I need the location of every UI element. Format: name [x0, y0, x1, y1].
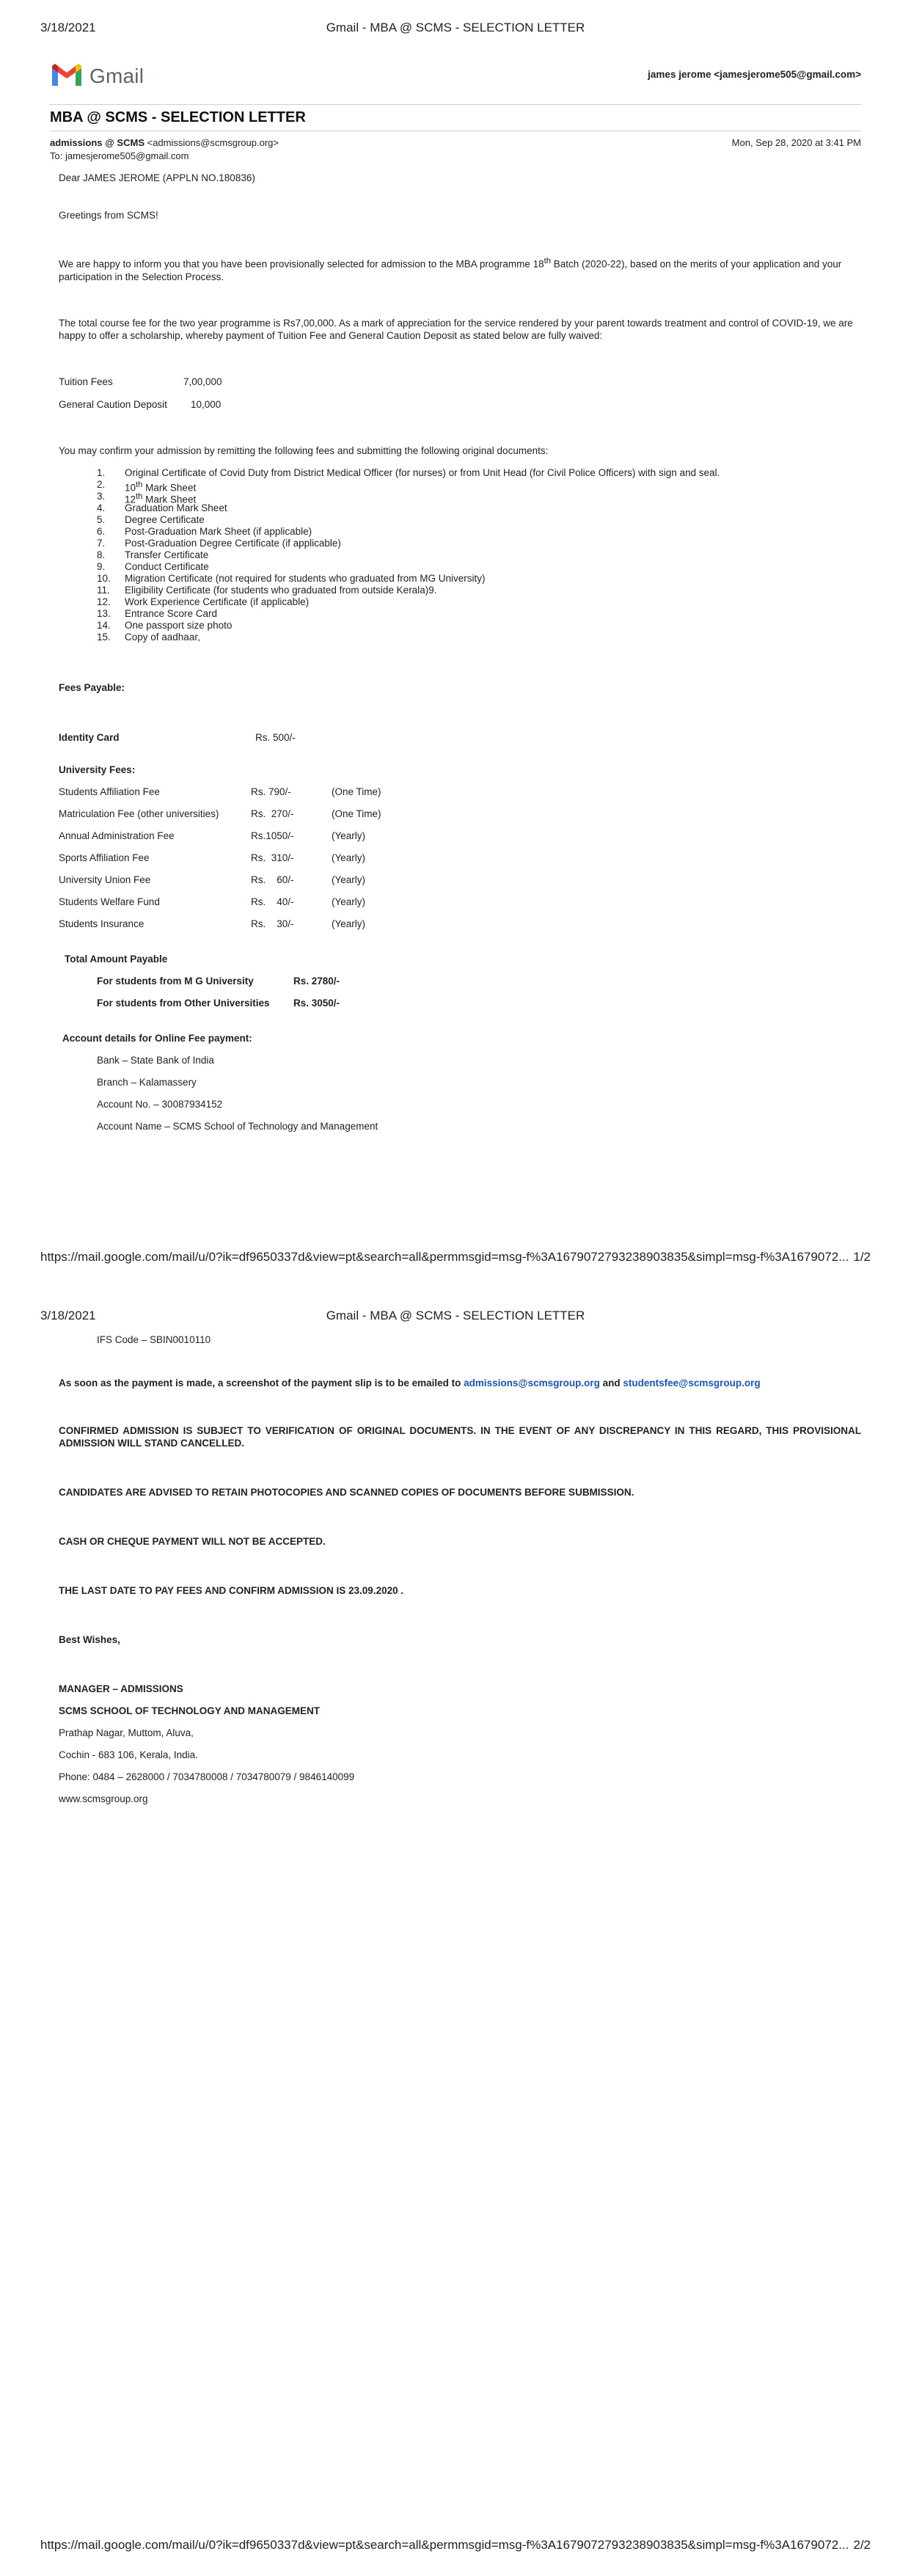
document-item: 10. Migration Certificate (not required for students who graduated from MG University): [97, 572, 486, 584]
university-fee-table: [59, 786, 861, 930]
payment-note: As soon as the payment is made, a screenshot of the payment slip is to be emailed to admissions@scmsgroup.org and studentsfee@scmsgroup.org: [59, 1377, 761, 1388]
document-item: 3. 12th Mark Sheet: [97, 490, 197, 505]
sender-row: [50, 137, 861, 150]
ifs-code: IFS Code – SBIN0010110: [97, 1334, 211, 1345]
id-card-fee-row: Identity Card Rs. 500/-: [59, 731, 296, 743]
website[interactable]: www.scmsgroup.org: [59, 1793, 148, 1804]
verification-notice: CONFIRMED ADMISSION IS SUBJECT TO VERIFICATION OF ORIGINAL DOCUMENTS. IN THE EVENT OF ANY DISCREPANCY IN THIS REGARD, THIS PROVISIONAL ADMISSION WILL STAND CANCELLED.: [59, 1425, 861, 1449]
document-item: 1. Original Certificate of Covid Duty from District Medical Officer (for nurses) or from Unit Head (for Civil Police Officers) with sign and seal.: [97, 466, 720, 478]
letter-body: [59, 161, 861, 1133]
account-label: james jerome <jamesjerome505@gmail.com>: [648, 69, 861, 80]
photocopy-notice: CANDIDATES ARE ADVISED TO RETAIN PHOTOCOPIES AND SCANNED COPIES OF DOCUMENTS BEFORE SUBMISSION.: [59, 1487, 634, 1498]
university-fee-row: Students Insurance Rs. 30/- (Yearly): [59, 918, 366, 929]
print-doc-title: Gmail - MBA @ SCMS - SELECTION LETTER: [326, 21, 585, 34]
document-item: 6. Post-Graduation Mark Sheet (if applicable): [97, 525, 312, 537]
best-wishes: Best Wishes,: [59, 1634, 120, 1645]
phone-line: Phone: 0484 – 2628000 / 7034780008 / 7034780079 / 9846140099: [59, 1771, 355, 1782]
university-fee-row: Annual Administration Fee Rs.1050/- (Yearly): [59, 830, 366, 841]
document-item: 13. Entrance Score Card: [97, 607, 218, 619]
document-item: 4. Graduation Mark Sheet: [97, 502, 227, 513]
print-date: 3/18/2021: [40, 1309, 96, 1322]
fees-heading: Fees Payable:: [59, 681, 125, 693]
greeting: Greetings from SCMS!: [59, 210, 158, 221]
header-divider: [50, 104, 861, 105]
university-fees-heading: University Fees:: [59, 764, 136, 775]
admissions-email-link[interactable]: admissions@scmsgroup.org: [464, 1377, 600, 1388]
university-fee-row: University Union Fee Rs. 60/- (Yearly): [59, 874, 366, 885]
print-url: https://mail.google.com/mail/u/0?ik=df9650337d&view=pt&search=all&permmsgid=msg-f%3A1679072793238903835&simpl=msg-f%3A1679072...: [40, 2538, 849, 2552]
university-fee-row: Students Affiliation Fee Rs. 790/- (One Time): [59, 786, 381, 797]
confirm-instructions: You may confirm your admission by remitting the following fees and submitting the following original documents:: [59, 444, 549, 456]
document-item: 14. One passport size photo: [97, 619, 233, 631]
print-page-2: [0, 1288, 911, 2576]
document-item: 11. Eligibility Certificate (for students who graduated from outside Kerala)9.: [97, 584, 437, 596]
email-date: Mon, Sep 28, 2020 at 3:41 PM: [731, 137, 861, 148]
documents-list: [59, 467, 861, 643]
selection-paragraph: We are happy to inform you that you have been provisionally selected for admission to the MBA programme 18th Batch (2020-22), based on the merits of your application and your participation in the Selection Process.: [59, 257, 842, 282]
gmail-wordmark: Gmail: [89, 65, 144, 87]
print-date: 3/18/2021: [40, 21, 96, 34]
payment-mode-notice: CASH OR CHEQUE PAYMENT WILL NOT BE ACCEPTED.: [59, 1536, 326, 1547]
document-item: 7. Post-Graduation Degree Certificate (if applicable): [97, 537, 341, 549]
university-fee-row: Students Welfare Fund Rs. 40/- (Yearly): [59, 896, 366, 907]
print-doc-title: Gmail - MBA @ SCMS - SELECTION LETTER: [326, 1309, 585, 1322]
salutation: Dear JAMES JEROME (APPLN NO.180836): [59, 172, 255, 183]
document-item: 8. Transfer Certificate: [97, 549, 209, 560]
total-other-row: For students from Other Universities Rs. 3050/-: [97, 997, 340, 1009]
email-print-view: [50, 59, 861, 1142]
document-item: 2. 10th Mark Sheet: [97, 478, 197, 493]
university-fee-row: Sports Affiliation Fee Rs. 310/- (Yearly): [59, 852, 366, 863]
document-item: 5. Degree Certificate: [97, 513, 205, 525]
document-item: 9. Conduct Certificate: [97, 560, 209, 572]
account-heading: Account details for Online Fee payment:: [62, 1032, 252, 1044]
document-item: 12. Work Experience Certificate (if applicable): [97, 596, 310, 607]
sender-address: <admissions@scmsgroup.org>: [147, 137, 279, 148]
total-heading: Total Amount Payable: [65, 953, 168, 965]
email-subject: MBA @ SCMS - SELECTION LETTER: [50, 109, 306, 125]
signature-org: SCMS SCHOOL OF TECHNOLOGY AND MANAGEMENT: [59, 1705, 321, 1716]
document-item: 15. Copy of aadhaar,: [97, 631, 200, 643]
address-line-2: Cochin - 683 106, Kerala, India.: [59, 1749, 198, 1760]
deadline-notice: THE LAST DATE TO PAY FEES AND CONFIRM ADMISSION IS 23.09.2020 .: [59, 1585, 404, 1596]
sender: [50, 137, 279, 148]
sender-name: admissions @ SCMS: [50, 137, 144, 148]
gmail-header: [50, 59, 861, 104]
total-mg-row: For students from M G University Rs. 2780/-: [97, 975, 340, 987]
letter-body-continued: [59, 1333, 861, 1805]
account-name: Account Name – SCMS School of Technology and Management: [97, 1120, 378, 1132]
print-url: https://mail.google.com/mail/u/0?ik=df9650337d&view=pt&search=all&permmsgid=msg-f%3A1679072793238903835&simpl=msg-f%3A1679072...: [40, 1250, 849, 1264]
bank-name: Bank – State Bank of India: [97, 1054, 214, 1066]
address-line-1: Prathap Nagar, Muttom, Aluva,: [59, 1727, 194, 1738]
university-fee-row: Matriculation Fee (other universities) Rs. 270/- (One Time): [59, 808, 381, 819]
bank-branch: Branch – Kalamassery: [97, 1076, 197, 1088]
gmail-logo[interactable]: [50, 62, 167, 91]
gmail-m-icon: [50, 63, 84, 88]
signature-title: MANAGER – ADMISSIONS: [59, 1683, 183, 1694]
page-number: 2/2: [853, 2538, 871, 2552]
fees-section: [59, 681, 861, 1133]
recipient-line: To: jamesjerome505@gmail.com: [50, 150, 189, 161]
caution-deposit-row: General Caution Deposit 10,000: [59, 398, 222, 410]
tuition-fee-row: Tuition Fees 7,00,000: [59, 376, 222, 387]
studentsfee-email-link[interactable]: studentsfee@scmsgroup.org: [623, 1377, 761, 1388]
page-number: 1/2: [853, 1250, 871, 1264]
scholarship-paragraph: The total course fee for the two year programme is Rs7,00,000. As a mark of appreciation for the service rendered by your parent towards treatment and control of COVID-19, we are happy to offer a scholarship, whereby payment of Tuition Fee and General Caution Deposit as stated below are fully waived:: [59, 317, 853, 341]
account-number: Account No. – 30087934152: [97, 1098, 223, 1110]
